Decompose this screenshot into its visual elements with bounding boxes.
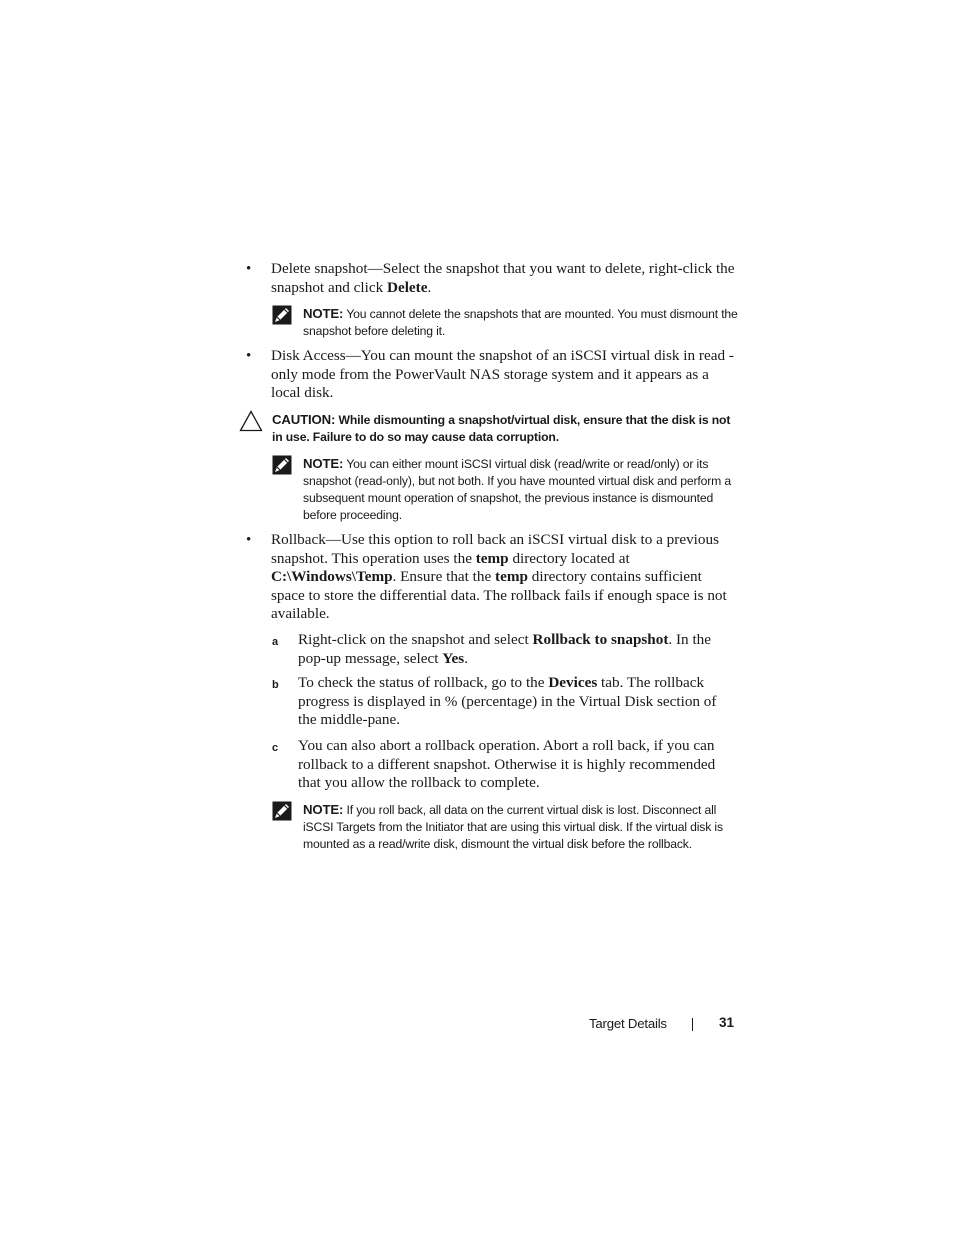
step-b [298,674,738,730]
note-delete-mounted [303,305,739,340]
bullet-text: . [427,278,432,296]
step-text: To check the status of rollback, go to the [298,674,549,691]
step-letter: a [272,636,279,648]
caution-dismount [272,411,742,446]
caution-triangle-icon [239,410,263,432]
step-letter: b [272,679,279,691]
bullet-marker: • [246,261,252,277]
footer-section-title: Target Details [589,1016,667,1031]
note-rollback-data-loss [303,801,739,853]
bullet-text: Rollback—Use this option to roll back an iSCSI virtual disk to a previous snapshot. This operation uses the [271,531,719,567]
note-body: If you roll back, all data on the current virtual disk is lost. Disconnect all iSCSI Targets from the Initiator that are using this virtual disk. If the virtual disk is mounted as a read/write disk, dismount the virtual disk before the rollback. [303,803,723,851]
step-c: You can also abort a rollback operation. Abort a roll back, if you can rollback to a different snapshot. Otherwise it is highly recommended that you allow the rollback to complete. [298,737,716,792]
step-text: . [464,649,468,667]
bullet-marker: • [246,532,252,548]
step-letter: c [272,742,279,754]
bullet-text: directory located at [508,549,630,567]
note-pencil-icon [272,801,292,821]
ui-term-delete: Delete [387,278,428,296]
ui-term-devices: Devices [548,674,598,691]
bullet-text: directory contains sufficient space to store the differential data. The rollback fails if enough space is not available. [271,568,727,623]
note-mount-either [303,455,739,524]
note-body: You can either mount iSCSI virtual disk (read/write or read/only) or its snapshot (read-only), but not both. If you have mounted virtual disk and perform a subsequent mount operation of snapshot, the previous instance is dismounted before proceeding. [303,457,732,522]
page-number: 31 [719,1015,735,1030]
step-text: Right-click on the snapshot and select [298,631,533,648]
note-pencil-icon [272,455,292,475]
step-a [298,631,738,668]
step-text: tab. The rollback progress is displayed in % (percentage) in the Virtual Disk section of the middle-pane. [298,674,717,729]
bullet-rollback [271,531,737,624]
step-text: . In the pop-up message, select [298,631,712,667]
ui-term-path: C:\Windows\Temp [271,568,393,586]
bullet-marker: • [246,348,252,364]
ui-term-temp: temp [475,549,509,567]
caution-label: CAUTION: [272,412,336,427]
note-label: NOTE: [303,306,344,321]
bullet-disk-access: Disk Access—You can mount the snapshot of an iSCSI virtual disk in read -only mode from the PowerVault NAS storage system and it appears as a local disk. [271,347,734,402]
note-label: NOTE: [303,456,344,471]
ui-term-rollback-to-snapshot: Rollback to snapshot [532,631,669,648]
note-label: NOTE: [303,802,344,817]
bullet-text: Delete snapshot—Select the snapshot that you want to delete, right-click the snapshot and click [271,260,735,296]
ui-term-yes: Yes [442,649,465,667]
note-pencil-icon [272,305,292,325]
bullet-text: . Ensure that the [392,568,496,586]
ui-term-temp: temp [495,568,528,586]
caution-body: While dismounting a snapshot/virtual disk, ensure that the disk is not in use. Failure to do so may cause data corruption. [272,413,731,444]
bullet-delete-snapshot [271,260,737,297]
note-body: You cannot delete the snapshots that are mounted. You must dismount the snapshot before deleting it. [303,307,738,338]
footer-separator [692,1018,693,1031]
